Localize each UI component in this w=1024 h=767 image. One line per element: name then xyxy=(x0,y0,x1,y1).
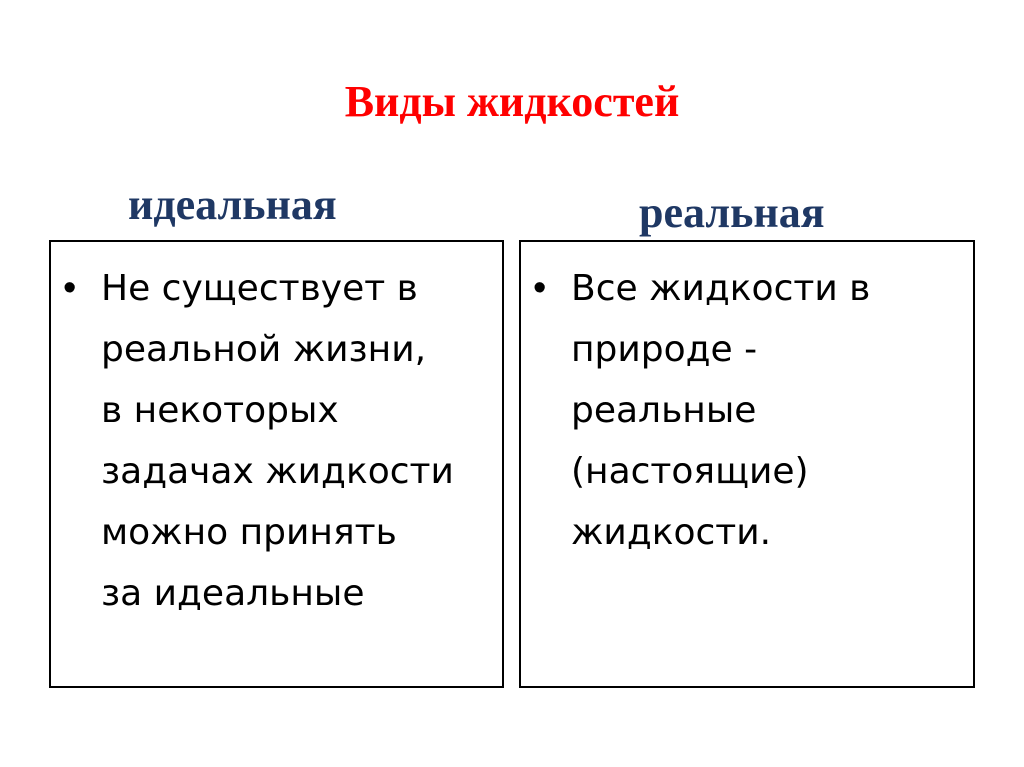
ideal-fluid-box xyxy=(49,240,504,688)
heading-ideal: идеальная xyxy=(128,180,337,229)
bullet-item xyxy=(63,258,498,624)
bullet-icon: • xyxy=(63,267,77,309)
bullet-icon: • xyxy=(533,267,547,309)
slide-title: Виды жидкостей xyxy=(344,77,680,126)
real-fluid-box xyxy=(519,240,975,688)
real-fluid-description: Все жидкости в природе - реальные (настоящие) жидкости. xyxy=(571,268,871,553)
ideal-fluid-description: Не существует в реальной жизни, в некоторых задачах жидкости можно принять за идеальные xyxy=(101,268,454,614)
heading-real: реальная xyxy=(639,188,825,237)
bullet-item xyxy=(533,258,969,563)
